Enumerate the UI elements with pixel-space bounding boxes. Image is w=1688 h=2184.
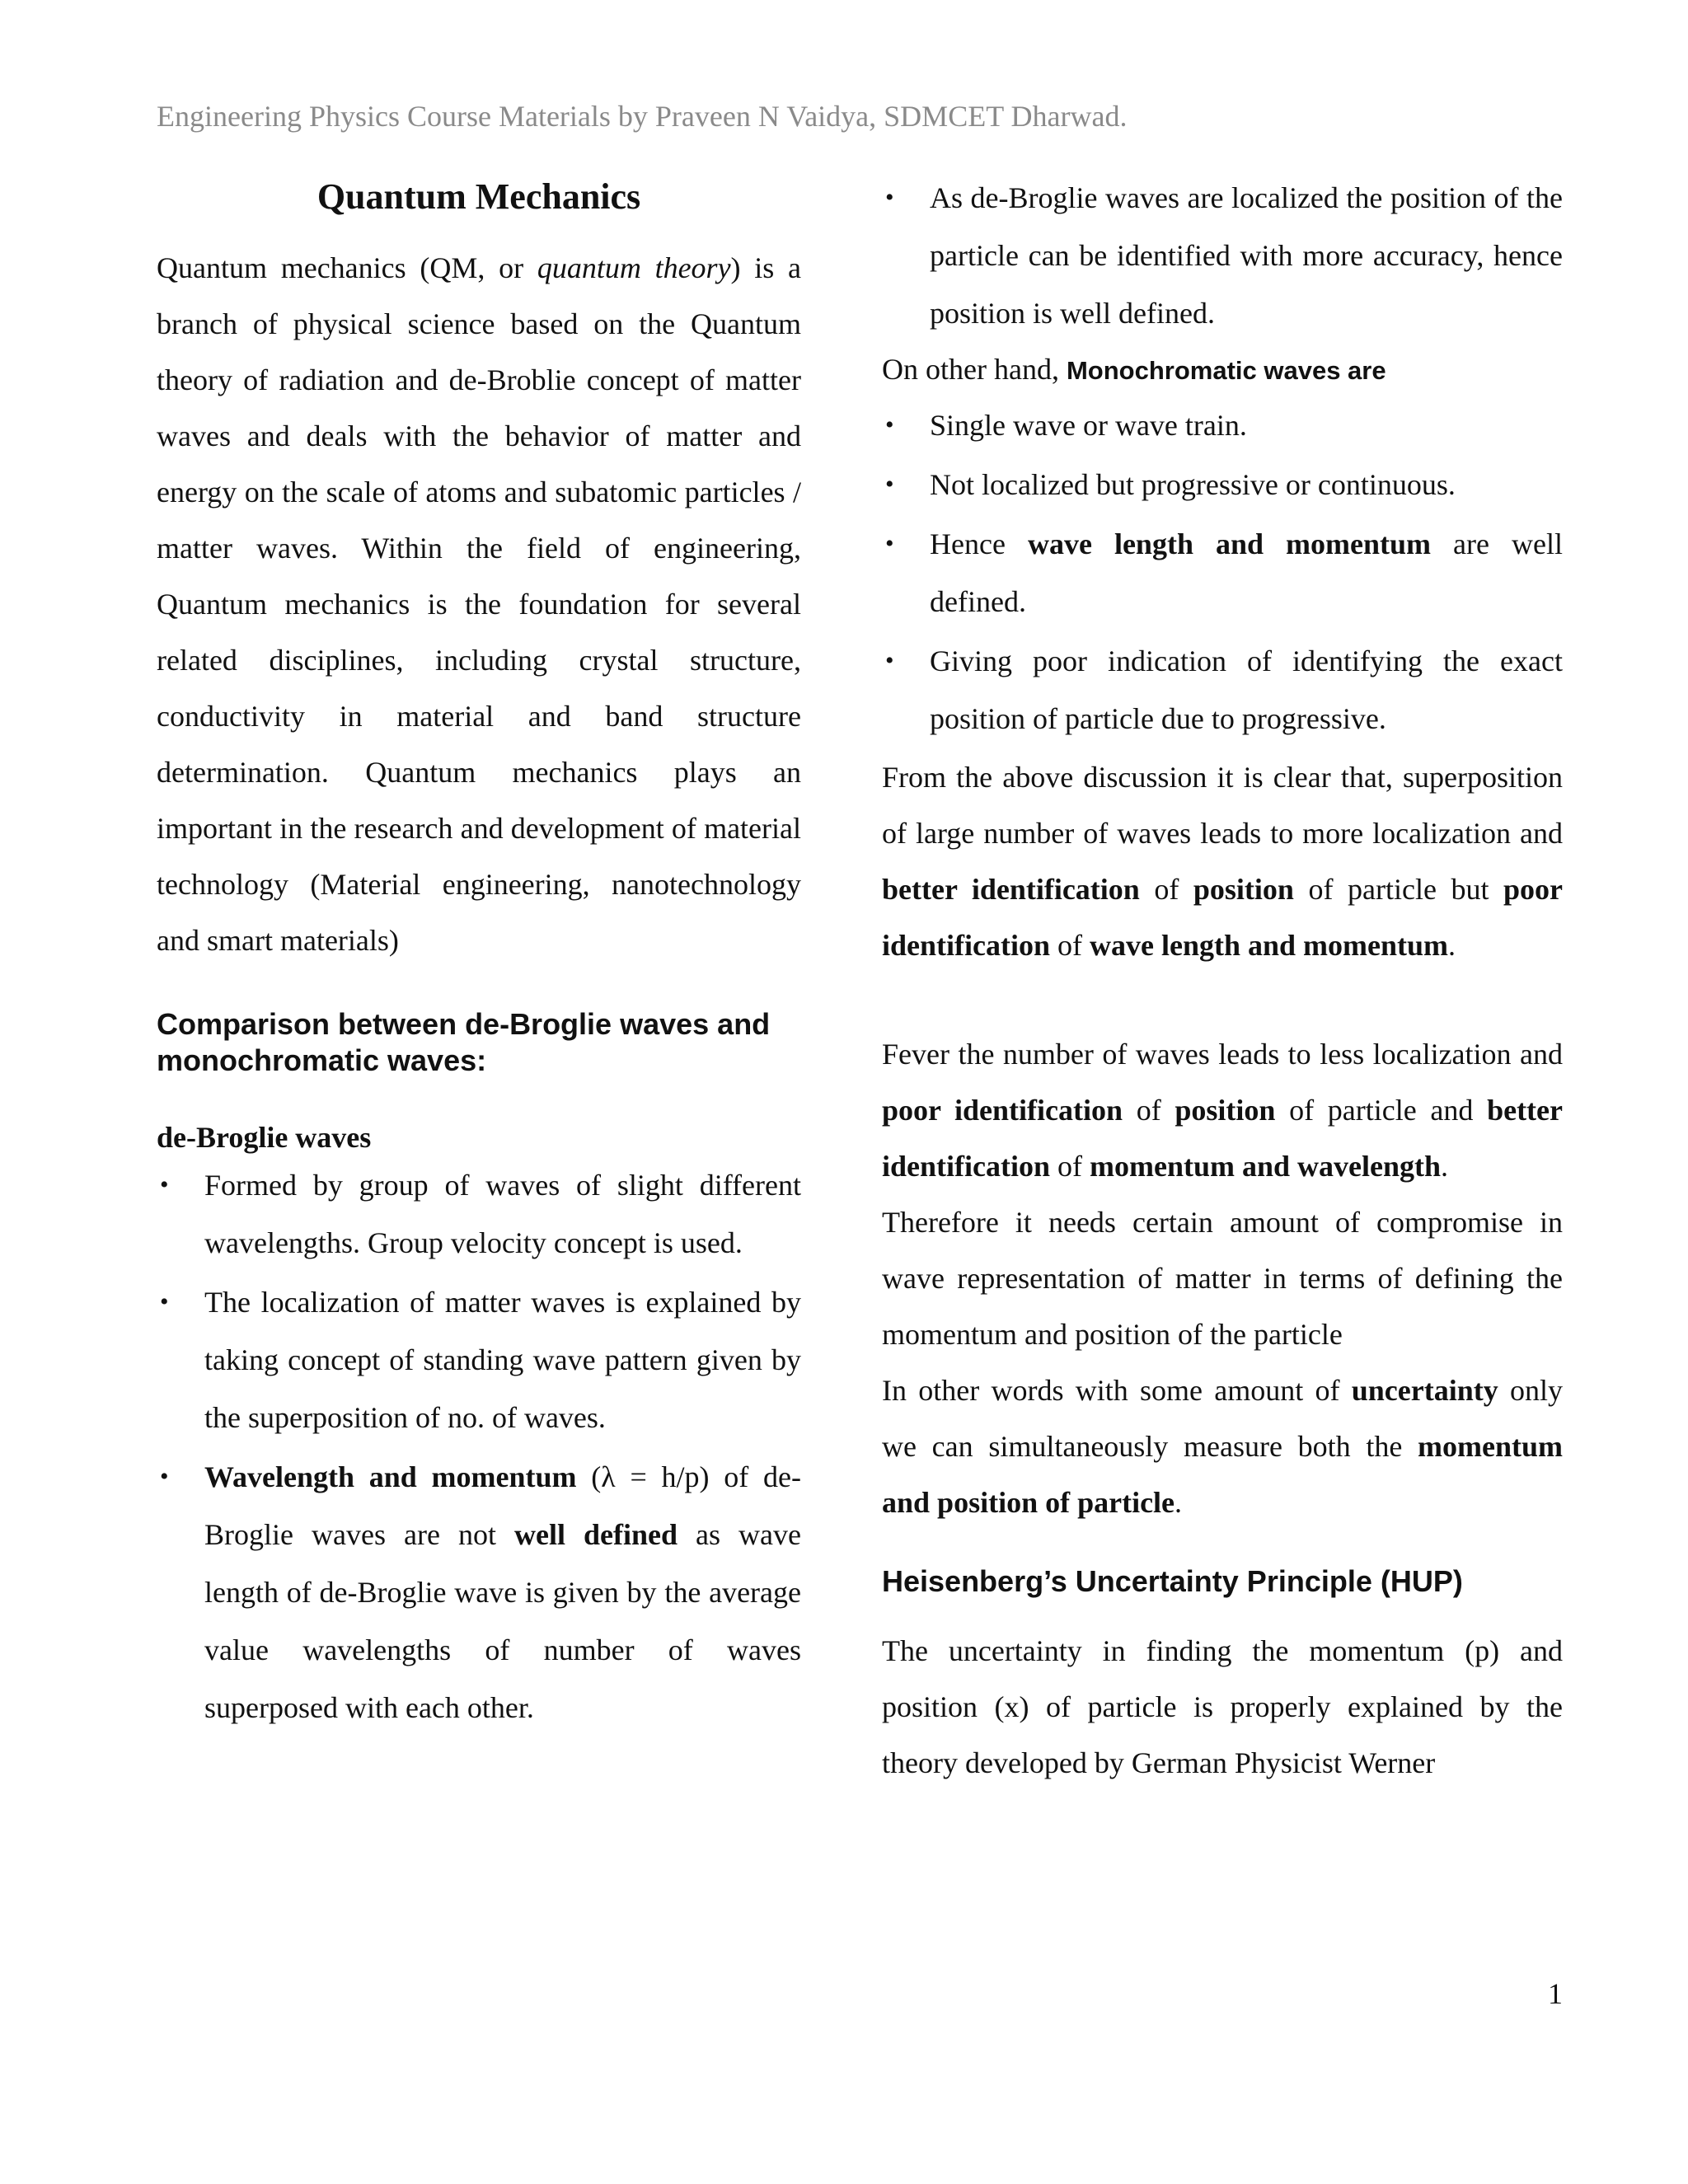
fewer-waves-paragraph — [882, 1026, 1563, 1194]
discussion-paragraph — [882, 749, 1563, 973]
fewer-text: of particle and — [1275, 1094, 1488, 1127]
other-words-text: . — [1175, 1486, 1183, 1519]
page-header: Engineering Physics Course Materials by Praveen N Vaidya, SDMCET Dharwad. — [157, 100, 1128, 133]
bullet-text: Single wave or wave train. — [930, 409, 1247, 442]
debroglie-bullet-list-continued — [882, 169, 1563, 342]
debroglie-bullet-list — [157, 1156, 801, 1736]
mono-intro-text: On other hand, — [882, 353, 1067, 386]
mono-bullet-list — [882, 396, 1563, 748]
other-words-text: In other words with some amount of — [882, 1374, 1352, 1407]
page-title: Quantum Mechanics — [316, 176, 641, 217]
hup-heading: Heisenberg’s Uncertainty Principle (HUP) — [882, 1564, 1463, 1598]
comparison-heading: Comparison between de-Broglie waves and monochromatic waves: — [157, 1007, 771, 1077]
debroglie-bullet-3 — [157, 1448, 801, 1736]
hup-paragraph: The uncertainty in finding the momentum (p) and position (x) of particle is properly explained by the theory developed by German Physicist Werner — [882, 1634, 1563, 1779]
fewer-text: . — [1441, 1150, 1449, 1183]
discussion-text: of particle but — [1293, 873, 1504, 906]
other-words-paragraph — [882, 1362, 1563, 1530]
right-column — [882, 169, 1563, 1791]
bullet-text: Hence — [930, 527, 1028, 560]
fewer-text: of — [1123, 1094, 1175, 1127]
therefore-paragraph: Therefore it needs certain amount of compromise in wave representation of matter in terms of defining the momentum and position of the particle — [882, 1206, 1563, 1351]
debroglie-bullet-4 — [882, 169, 1563, 342]
bullet-icon: • — [160, 1171, 169, 1198]
discussion-bold: wave length and momentum — [1090, 929, 1449, 962]
discussion-text: of — [1139, 873, 1193, 906]
bullet-text: Not localized but progressive or continuous. — [930, 468, 1456, 501]
bullet-text: as wave length of de-Broglie wave is given by the average value wavelengths of number of waves superposed with each other. — [204, 1518, 801, 1724]
debroglie-heading: de-Broglie waves — [157, 1121, 372, 1154]
left-column — [157, 169, 801, 1738]
other-words-text: only we can simultaneously measure both the — [882, 1374, 1563, 1463]
other-words-bold: momentum and position of particle — [882, 1430, 1563, 1519]
page-number: 1 — [1548, 1977, 1563, 2010]
intro-italic: quantum theory — [537, 251, 731, 284]
bullet-text: Giving poor indication of identifying the exact position of particle due to progressive. — [930, 644, 1563, 735]
bullet-icon: • — [885, 471, 894, 498]
fewer-bold: position — [1175, 1094, 1276, 1127]
fewer-text: Fever the number of waves leads to less localization and — [882, 1038, 1563, 1071]
fewer-bold: better identification — [882, 1094, 1563, 1183]
bullet-text: The localization of matter waves is explained by taking concept of standing wave pattern given by the superposition of no. of waves. — [204, 1286, 801, 1434]
debroglie-bullet-2 — [157, 1273, 801, 1446]
bullet-text: (λ = h/p) of de-Broglie waves are not — [204, 1460, 801, 1551]
mono-bullet-3 — [882, 515, 1563, 630]
discussion-text: From the above discussion it is clear that, superposition of large number of waves leads to more localization and — [882, 761, 1563, 850]
fewer-text: of — [1050, 1150, 1090, 1183]
other-words-bold: uncertainty — [1351, 1374, 1498, 1407]
bullet-bold-text: Wavelength and momentum — [204, 1460, 577, 1493]
fewer-bold: momentum and wavelength — [1090, 1150, 1442, 1183]
bullet-icon: • — [885, 647, 894, 674]
discussion-bold: position — [1193, 873, 1294, 906]
debroglie-bullet-1 — [157, 1156, 801, 1272]
bullet-bold-text: wave length and momentum — [1027, 527, 1432, 560]
mono-bullet-1 — [882, 396, 1563, 454]
discussion-text: . — [1448, 929, 1456, 962]
discussion-text: of — [1050, 929, 1090, 962]
bullet-icon: • — [885, 411, 894, 438]
bullet-text: Formed by group of waves of slight different wavelengths. Group velocity concept is used. — [204, 1169, 801, 1259]
bullet-text: are well defined. — [930, 527, 1563, 618]
mono-intro-bold: Monochromatic waves are — [1066, 356, 1386, 385]
discussion-bold: better identification — [882, 873, 1140, 906]
fewer-bold: poor identification — [882, 1094, 1123, 1127]
intro-paragraph — [157, 240, 801, 968]
mono-bullet-4 — [882, 632, 1563, 748]
bullet-text: As de-Broglie waves are localized the position of the particle can be identified with more accuracy, hence position is well defined. — [930, 181, 1563, 330]
intro-text-start: Quantum mechanics (QM, or — [157, 251, 537, 284]
bullet-icon: • — [160, 1463, 169, 1490]
bullet-icon: • — [160, 1288, 169, 1315]
intro-text-rest: ) is a branch of physical science based on the Quantum theory of radiation and de-Broblie concept of matter waves and deals with the behavior of matter and energy on the scale of atoms and subatomic particles / matter waves. Within the field of engineering, Quantum mechanics is the foundation for several related disciplines, including crystal structure, conductivity in material and band structure determination. Quantum mechanics plays an important in the research and development of material technology (Material engineering, nanotechnology and smart materials) — [157, 251, 801, 957]
bullet-icon: • — [885, 184, 894, 211]
mono-bullet-2 — [882, 456, 1563, 513]
mono-intro — [882, 344, 1563, 396]
bullet-bold-text: well defined — [513, 1518, 678, 1551]
discussion-bold: poor identification — [882, 873, 1564, 962]
bullet-icon: • — [885, 530, 894, 557]
